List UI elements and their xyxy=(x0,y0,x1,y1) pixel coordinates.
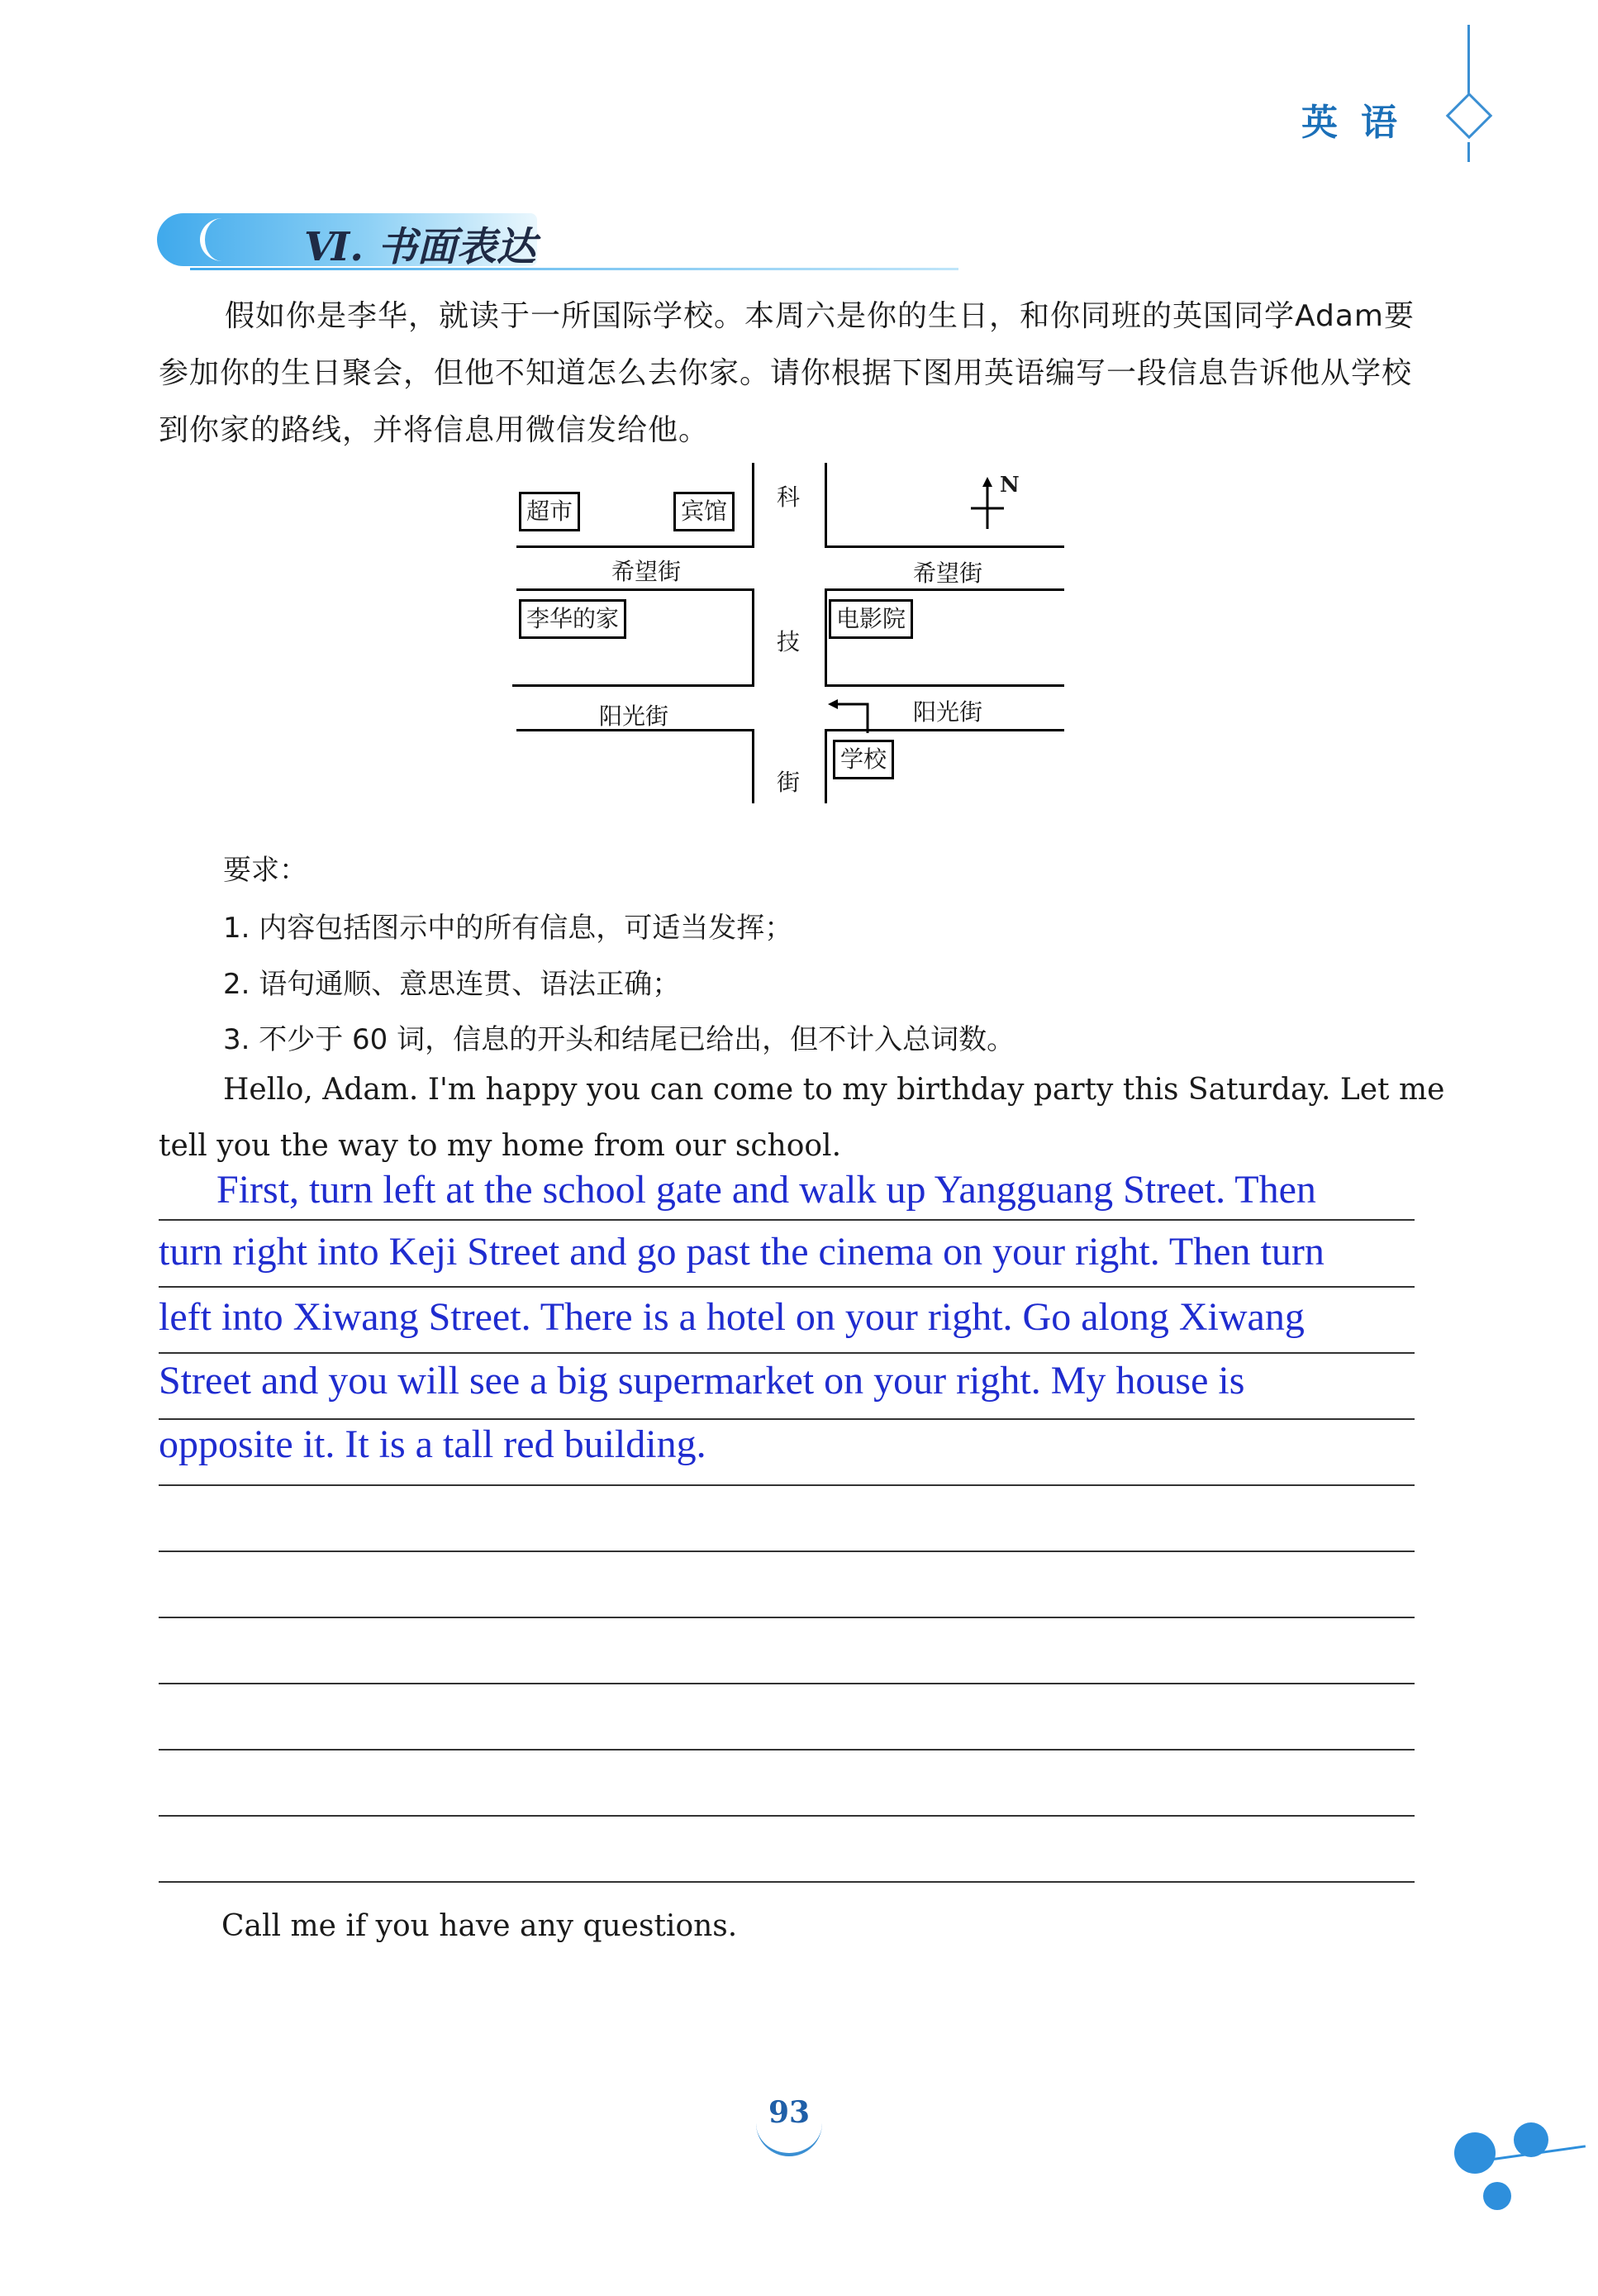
map-box-supermarket: 超市 xyxy=(519,492,580,531)
page-number-arc xyxy=(756,2120,822,2156)
answer-line-2: turn right into Keji Street and go past the cinema on your right. Then turn xyxy=(159,1230,1325,1274)
writing-line xyxy=(159,1815,1415,1817)
map-label-north: N xyxy=(1000,473,1020,498)
writing-line xyxy=(159,1683,1415,1684)
map-label-yangguang-left: 阳光街 xyxy=(599,703,669,730)
answer-line-3: left into Xiwang Street. There is a hotel on your right. Go along Xiwang xyxy=(159,1295,1305,1339)
answer-line-4: Street and you will see a big supermarket on your right. My house is xyxy=(159,1359,1245,1403)
map-line xyxy=(752,729,754,803)
header-divider-line-lower xyxy=(1467,142,1470,162)
writing-line xyxy=(159,1881,1415,1883)
route-map xyxy=(504,463,1074,810)
map-line xyxy=(516,545,754,548)
opening-line-2: tell you the way to my home from our school. xyxy=(159,1129,842,1163)
map-label-xiwang-left: 希望街 xyxy=(611,558,682,585)
map-line xyxy=(752,588,754,686)
map-label-xiwang-right: 希望街 xyxy=(913,560,983,587)
swoosh-icon xyxy=(200,218,245,261)
page-number-badge xyxy=(740,2095,839,2161)
writing-line xyxy=(159,1484,1415,1486)
requirement-item-2: 2. 语句通顺、意思连贯、语法正确； xyxy=(223,968,681,1001)
map-label-keji-2: 技 xyxy=(777,628,801,655)
decorative-dot xyxy=(1454,2132,1496,2174)
requirement-item-3: 3. 不少于 60 词，信息的开头和结尾已给出，但不计入总词数。 xyxy=(223,1023,1015,1056)
page-number: 93 xyxy=(768,2095,811,2130)
subject-label: 英语 xyxy=(1301,102,1420,144)
map-line xyxy=(752,463,754,545)
writing-line xyxy=(159,1286,1415,1288)
writing-line xyxy=(159,1551,1415,1552)
requirement-item-1: 1. 内容包括图示中的所有信息，可适当发挥； xyxy=(223,912,793,945)
requirements-title: 要求： xyxy=(223,854,307,887)
writing-line xyxy=(159,1352,1415,1354)
map-line xyxy=(512,684,754,687)
map-label-keji-1: 科 xyxy=(777,483,801,511)
closing-line: Call me if you have any questions. xyxy=(221,1909,738,1943)
writing-line xyxy=(159,1749,1415,1751)
map-box-cinema: 电影院 xyxy=(829,599,913,639)
writing-line xyxy=(159,1219,1415,1221)
diamond-icon xyxy=(1446,93,1493,140)
map-line xyxy=(825,545,1064,548)
map-line xyxy=(825,588,827,686)
map-label-keji-3: 街 xyxy=(777,769,801,796)
map-box-school: 学校 xyxy=(833,740,894,779)
route-arrow-icon xyxy=(826,696,876,737)
answer-line-1: First, turn left at the school gate and walk up Yangguang Street. Then xyxy=(216,1168,1316,1212)
map-line xyxy=(516,588,754,591)
answer-line-5: opposite it. It is a tall red building. xyxy=(159,1422,706,1466)
map-box-hotel: 宾馆 xyxy=(673,492,735,531)
opening-line-1: Hello, Adam. I'm happy you can come to my birthday party this Saturday. Let me xyxy=(223,1073,1445,1107)
map-box-home: 李华的家 xyxy=(519,599,626,639)
map-line xyxy=(825,588,1064,591)
map-line xyxy=(825,463,827,545)
writing-line xyxy=(159,1617,1415,1618)
map-line xyxy=(825,729,827,803)
prompt-paragraph: 假如你是李华，就读于一所国际学校。本周六是你的生日，和你同班的英国同学Adam要参加你的生日聚会，但他不知道怎么去你家。请你根据下图用英语编写一段信息告诉他从学校到你家的路线，并将信息用微信发给他。 xyxy=(159,299,1415,447)
section-banner xyxy=(157,213,967,274)
writing-line xyxy=(159,1418,1415,1420)
map-label-yangguang-right: 阳光街 xyxy=(913,698,983,726)
decorative-dot xyxy=(1483,2182,1511,2210)
section-title: Ⅵ. 书面表达 xyxy=(304,224,536,270)
map-line xyxy=(825,684,1064,687)
